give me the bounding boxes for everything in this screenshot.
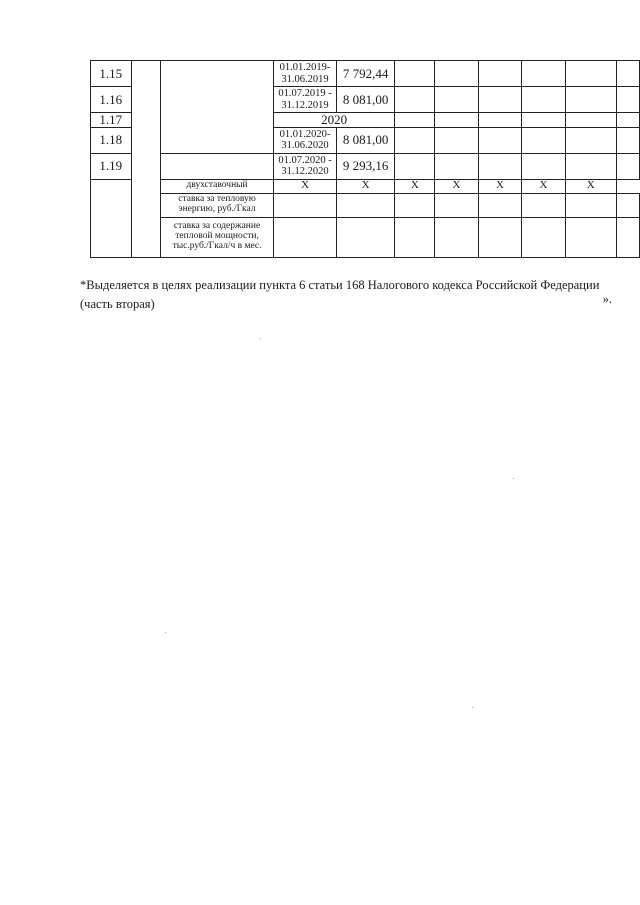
footnote <box>80 276 620 315</box>
period-cell: 01.07.2019 - 31.12.2019 <box>274 87 337 113</box>
empty-cell <box>161 153 274 179</box>
empty-cell <box>161 61 274 154</box>
footnote-line-1: *Выделяется в целях реализации пункта 6 статьи 168 Налогового кодекса Российской Федерации <box>80 278 600 292</box>
empty-cell <box>91 179 132 257</box>
table-row <box>91 153 640 179</box>
value-cell: 9 293,16 <box>337 153 395 179</box>
row-number: 1.15 <box>91 61 132 87</box>
table-row <box>91 193 640 217</box>
rate-capacity-label: ставка за содержание тепловой мощности, тыс.руб./Гкал/ч в мес. <box>161 217 274 257</box>
row-number: 1.19 <box>91 153 132 179</box>
row-number: 1.16 <box>91 87 132 113</box>
x-mark: X <box>478 179 522 193</box>
period-cell: 01.01.2020- 31.06.2020 <box>274 127 337 153</box>
closing-quote: ». <box>602 292 612 306</box>
value-cell: 8 081,00 <box>337 127 395 153</box>
row-number: 1.17 <box>91 113 132 128</box>
value-cell: 8 081,00 <box>337 87 395 113</box>
table-row <box>91 217 640 257</box>
tariff-table <box>90 60 640 258</box>
scan-speck <box>165 632 166 633</box>
x-mark: X <box>565 179 616 193</box>
rate-energy-label: ставка за тепловую энергию, руб./Гкал <box>161 193 274 217</box>
year-cell: 2020 <box>274 113 395 128</box>
x-mark: X <box>395 179 435 193</box>
value-cell: 7 792,44 <box>337 61 395 87</box>
footnote-line-2: (часть вторая) <box>80 297 155 312</box>
table-row <box>91 179 640 193</box>
two-part-label: двухставочный <box>161 179 274 193</box>
table-row <box>91 61 640 87</box>
x-mark: X <box>435 179 478 193</box>
period-cell: 01.07.2020 - 31.12.2020 <box>274 153 337 179</box>
x-mark: X <box>522 179 565 193</box>
scan-speck <box>472 707 473 708</box>
scan-speck <box>260 338 261 339</box>
scan-speck <box>513 478 514 479</box>
x-mark: X <box>274 179 337 193</box>
row-number: 1.18 <box>91 127 132 153</box>
period-cell: 01.01.2019- 31.06.2019 <box>274 61 337 87</box>
x-mark: X <box>337 179 395 193</box>
empty-cell <box>131 61 161 258</box>
